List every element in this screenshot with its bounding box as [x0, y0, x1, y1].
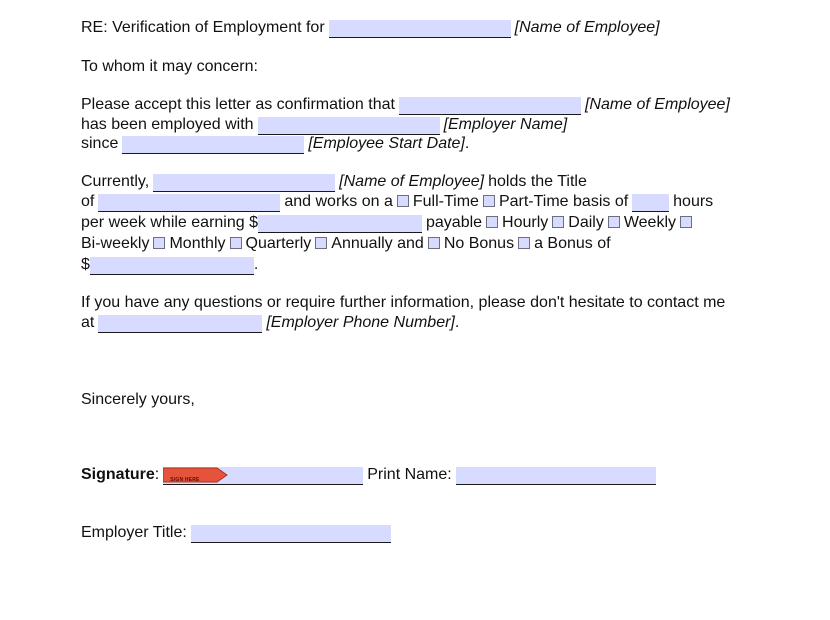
- dollar-sign: $: [81, 256, 90, 273]
- employee-name-field[interactable]: [329, 20, 511, 38]
- phone-hint: [Employer Phone Number]: [266, 314, 455, 331]
- start-date-field[interactable]: [122, 136, 304, 154]
- weekly-label: Weekly: [623, 214, 677, 231]
- p1-line3-end: .: [464, 135, 470, 152]
- p2-line3: [81, 213, 692, 233]
- holds-title-text: holds the Title: [488, 173, 587, 190]
- of-text: of: [81, 193, 95, 210]
- p1-line1: [81, 95, 730, 115]
- bonus-label: a Bonus of: [534, 235, 611, 252]
- biweekly-checkbox[interactable]: [680, 216, 692, 228]
- salary-field[interactable]: [258, 215, 422, 233]
- p3-line1: If you have any questions or require further information, please don't hesitate to contact me: [81, 294, 726, 311]
- p2-line5: [81, 255, 258, 275]
- bonus-amount-field[interactable]: [90, 257, 254, 275]
- re-line: [81, 18, 660, 38]
- employer-title-line: [81, 523, 391, 543]
- employee-name-field-2[interactable]: [399, 97, 581, 115]
- full-time-label: Full-Time: [412, 193, 479, 210]
- quarterly-checkbox[interactable]: [230, 237, 242, 249]
- job-title-field[interactable]: [98, 194, 280, 212]
- annually-label: Annually and: [331, 235, 424, 252]
- p1-line3-hint: [Employee Start Date]: [308, 135, 465, 152]
- p1-line1-text: Please accept this letter as confirmation that: [81, 96, 395, 113]
- signature-label: Signature: [81, 466, 155, 483]
- no-bonus-label: No Bonus: [443, 235, 515, 252]
- works-on-text: and works on a: [284, 193, 393, 210]
- employee-name-field-3[interactable]: [153, 174, 335, 192]
- employer-phone-field[interactable]: [98, 315, 262, 333]
- monthly-checkbox[interactable]: [153, 237, 165, 249]
- bonus-checkbox[interactable]: [518, 237, 530, 249]
- signature-colon: :: [154, 466, 160, 483]
- p1-line3-text: since: [81, 135, 119, 152]
- hours-text: hours: [673, 193, 714, 210]
- p2-hint-employee: [Name of Employee]: [339, 173, 485, 190]
- p2-line4: [81, 234, 611, 254]
- hours-field[interactable]: [632, 194, 669, 212]
- employer-title-label: Employer Title:: [81, 524, 187, 541]
- no-bonus-checkbox[interactable]: [428, 237, 440, 249]
- closing: Sincerely yours,: [81, 391, 195, 408]
- re-prefix: RE: Verification of Employment for: [81, 19, 325, 36]
- sign-here-text: SIGN HERE: [170, 477, 200, 483]
- sign-here-tab[interactable]: [163, 467, 219, 483]
- p3-end: .: [454, 314, 460, 331]
- part-time-label: Part-Time basis of: [498, 193, 629, 210]
- p2-line1: [81, 172, 587, 192]
- print-name-field[interactable]: [456, 467, 656, 485]
- currently-text: Currently,: [81, 173, 150, 190]
- employer-name-field[interactable]: [258, 117, 440, 135]
- p3-line2: [81, 313, 459, 333]
- part-time-checkbox[interactable]: [483, 195, 495, 207]
- hourly-label: Hourly: [502, 214, 549, 231]
- at-text: at: [81, 314, 95, 331]
- weekly-checkbox[interactable]: [608, 216, 620, 228]
- full-time-checkbox[interactable]: [397, 195, 409, 207]
- p1-line2-text: has been employed with: [81, 116, 254, 133]
- quarterly-label: Quarterly: [245, 235, 312, 252]
- p2-end: .: [253, 256, 259, 273]
- re-hint: [Name of Employee]: [514, 19, 660, 36]
- employer-title-field[interactable]: [191, 525, 391, 543]
- signature-field[interactable]: [163, 467, 363, 485]
- per-week-text: per week while earning $: [81, 214, 258, 231]
- monthly-label: Monthly: [169, 235, 226, 252]
- p1-line1-hint: [Name of Employee]: [584, 96, 730, 113]
- signature-line: [81, 465, 656, 485]
- salutation: To whom it may concern:: [81, 58, 258, 75]
- daily-checkbox[interactable]: [552, 216, 564, 228]
- print-name-label: Print Name:: [367, 466, 452, 483]
- annually-checkbox[interactable]: [315, 237, 327, 249]
- p1-line2-hint: [Employer Name]: [443, 116, 568, 133]
- biweekly-label: Bi-weekly: [81, 235, 150, 252]
- p2-line2: [81, 192, 713, 212]
- p1-line3: [81, 134, 469, 154]
- daily-label: Daily: [568, 214, 604, 231]
- p1-line2: [81, 115, 567, 135]
- hourly-checkbox[interactable]: [486, 216, 498, 228]
- payable-text: payable: [426, 214, 483, 231]
